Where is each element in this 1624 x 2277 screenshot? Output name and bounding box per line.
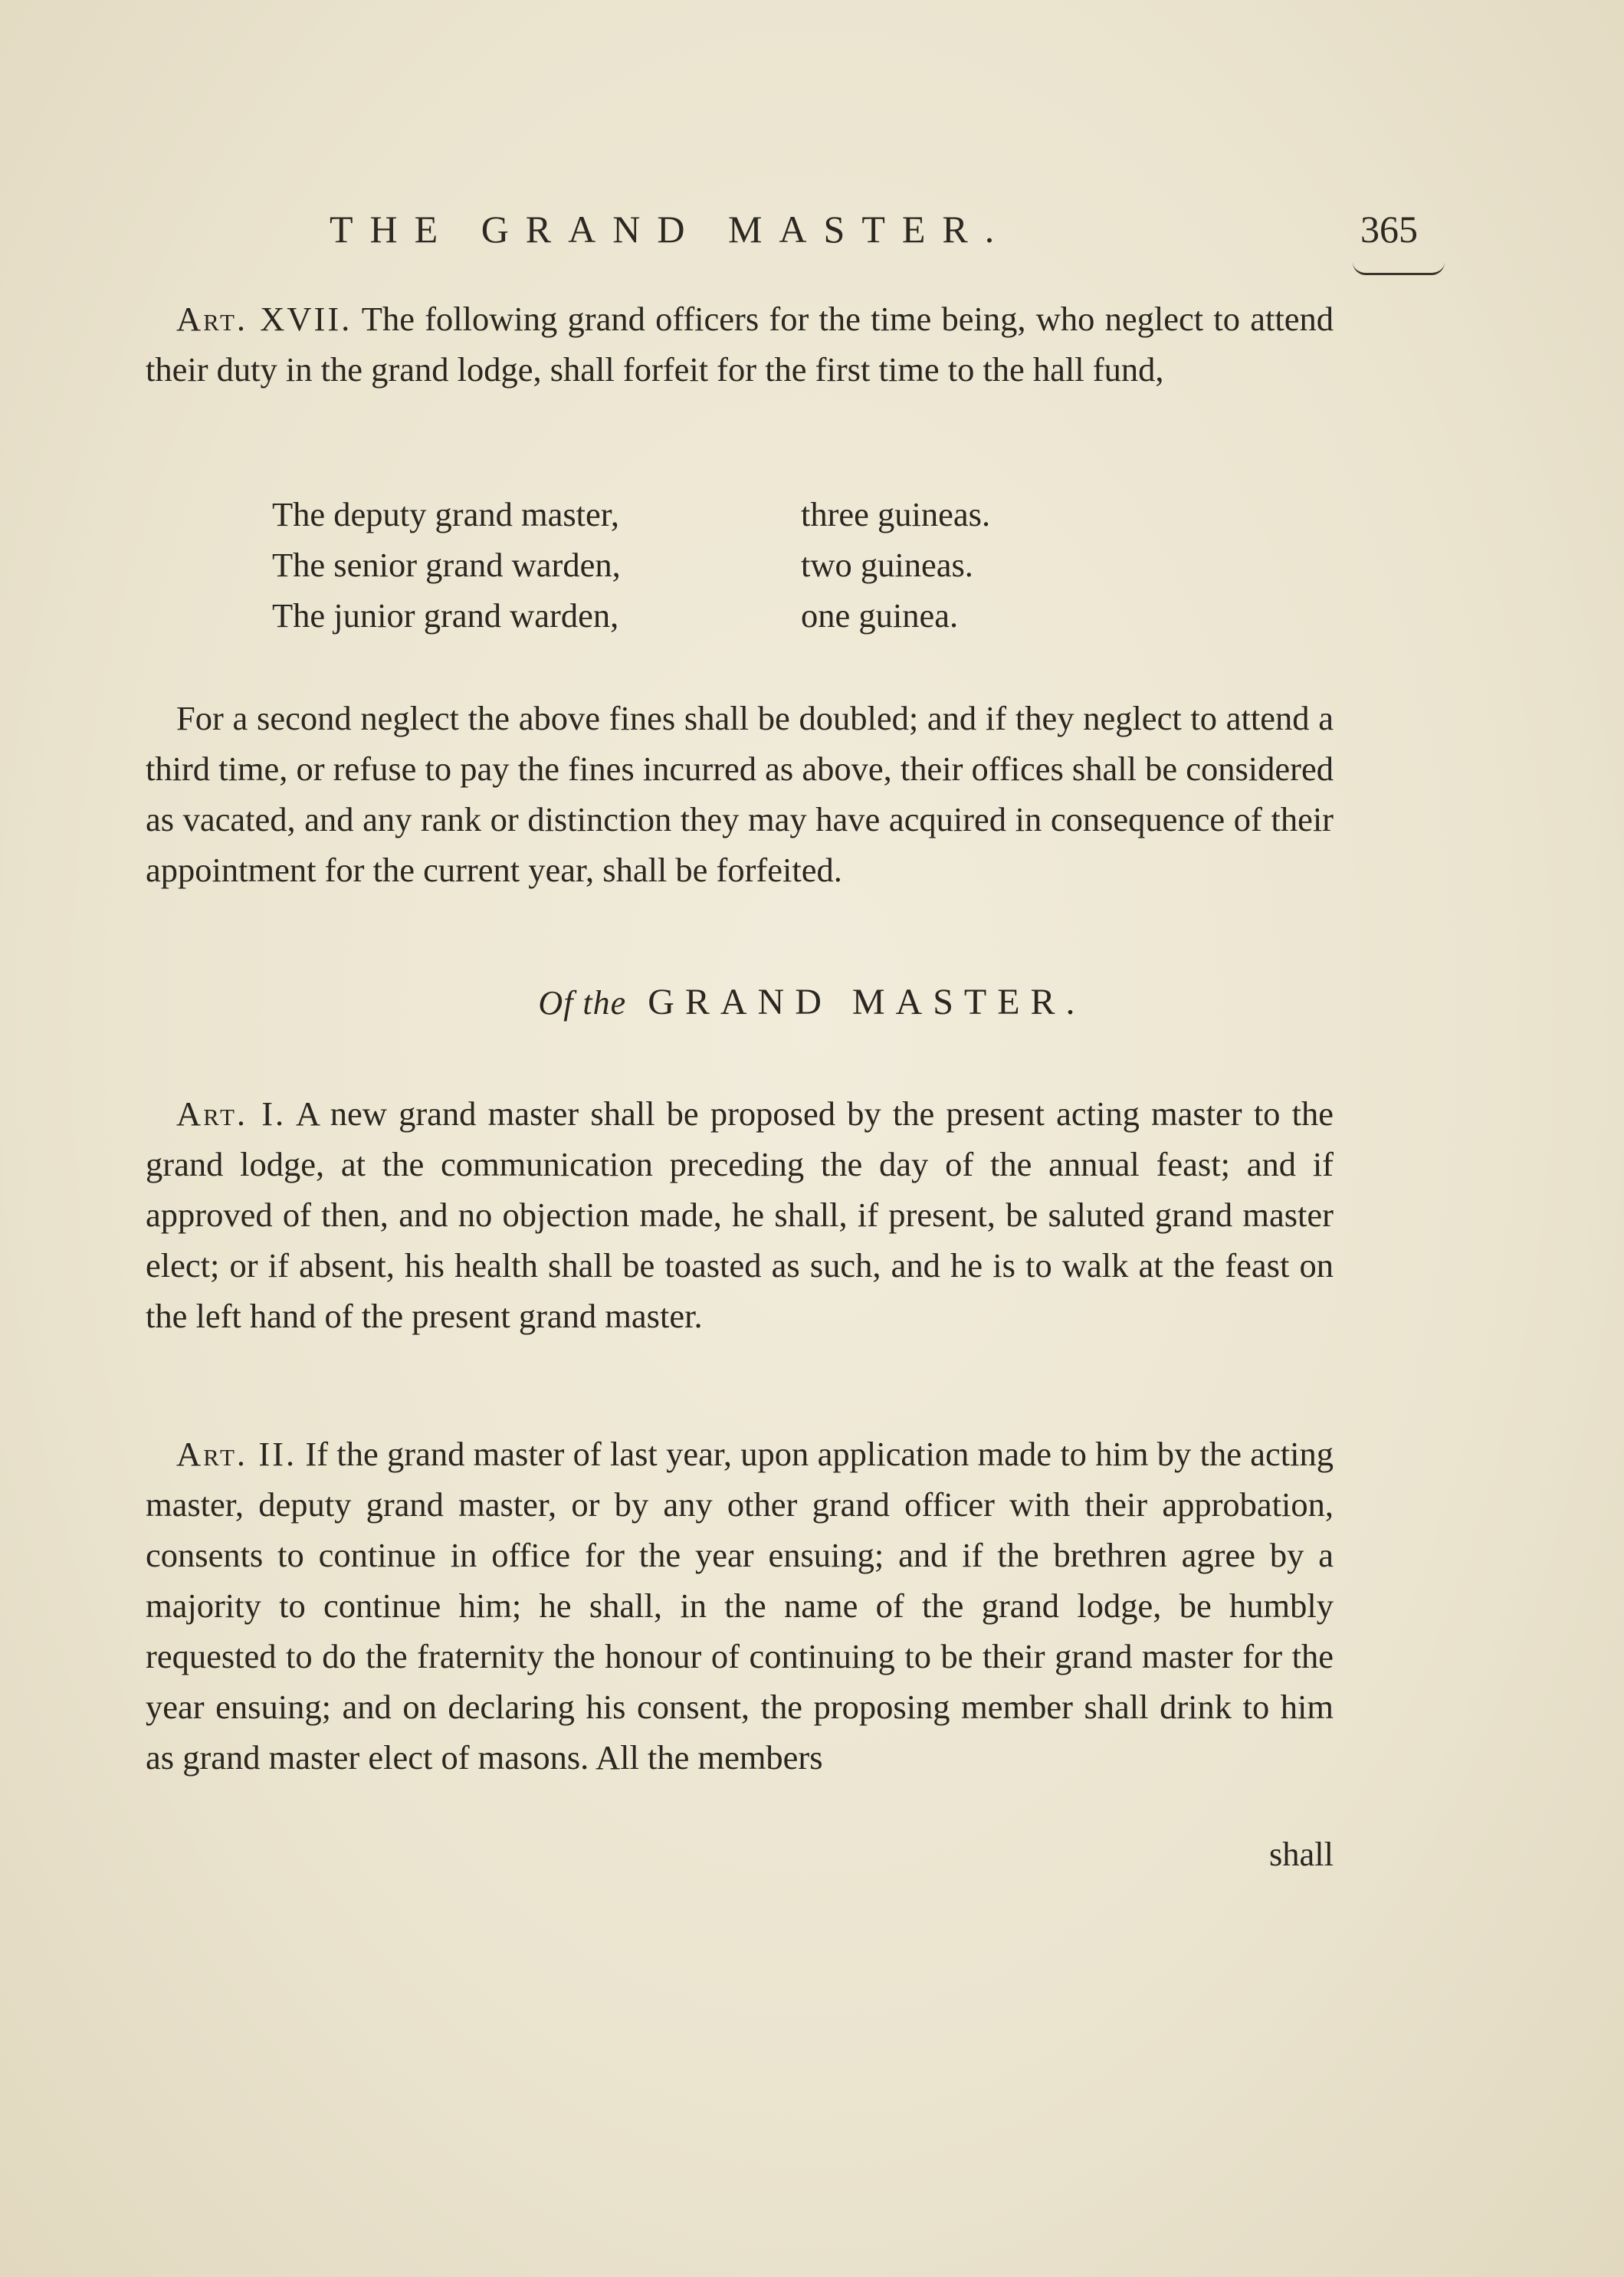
article-ii-paragraph — [146, 1429, 1334, 1783]
article-text: The following grand officers for the time being, who neglect to attend their duty in the grand lodge, shall forfeit for the first time to the hall fund, — [146, 300, 1334, 389]
article-label: Art. XVII. — [176, 300, 353, 338]
catchword: shall — [1268, 1835, 1334, 1873]
fine-row — [272, 489, 1107, 540]
article-text: If the grand master of last year, upon application made to him by the acting master, deputy grand master, or by any other grand officer with their approbation, consents to continue in office for the year ensuing; and if the brethren agree by a majority to continue him; he shall, in the name of the grand lodge, be humbly requested to do the fraternity the honour of continuing to be their grand master for the year ensuing; and on declaring his consent, the proposing member shall drink to him as grand master elect of masons. All the members — [146, 1435, 1334, 1777]
article-label: Art. I. — [176, 1094, 287, 1133]
fine-office: The senior grand warden, — [272, 546, 621, 584]
fine-row — [272, 590, 1107, 641]
section-heading-italic: Of the — [538, 984, 627, 1022]
article-xvii — [146, 294, 1334, 395]
running-title: THE GRAND MASTER. — [330, 208, 1012, 251]
article-label: Art. II. — [176, 1435, 297, 1473]
article-i-paragraph — [146, 1088, 1334, 1341]
fine-amount: two guineas. — [801, 546, 973, 584]
fines-list — [272, 489, 1107, 641]
page-number-flourish — [1353, 262, 1445, 275]
fine-row — [272, 540, 1107, 590]
fine-office: The junior grand warden, — [272, 596, 619, 635]
section-heading — [0, 981, 1624, 1023]
fine-office: The deputy grand master, — [272, 495, 619, 533]
page-number: 365 — [1360, 208, 1418, 251]
article-ii — [146, 1429, 1334, 1783]
fine-amount: three guineas. — [801, 495, 991, 533]
fine-amount: one guinea. — [801, 596, 959, 635]
article-xvii-paragraph — [146, 294, 1334, 395]
section-heading-caps: GRAND MASTER. — [648, 982, 1086, 1022]
second-neglect-block — [146, 693, 1334, 895]
running-head — [0, 207, 1624, 268]
second-neglect-paragraph: For a second neglect the above fines shall be doubled; and if they neglect to attend a third time, or refuse to pay the fines incurred as above, their offices shall be considered as vacated, and any rank or distinction they may have acquired in consequence of their appointment for the current year, shall be forfeited. — [146, 699, 1334, 889]
article-i — [146, 1088, 1334, 1341]
article-text: A new grand master shall be proposed by the present acting master to the grand lodge, at the communication preceding the day of the annual feast; and if approved of then, and no objection made, he shall, if present, be saluted grand master elect; or if absent, his health shall be toasted as such, and he is to walk at the feast on the left hand of the present grand master. — [146, 1094, 1334, 1335]
